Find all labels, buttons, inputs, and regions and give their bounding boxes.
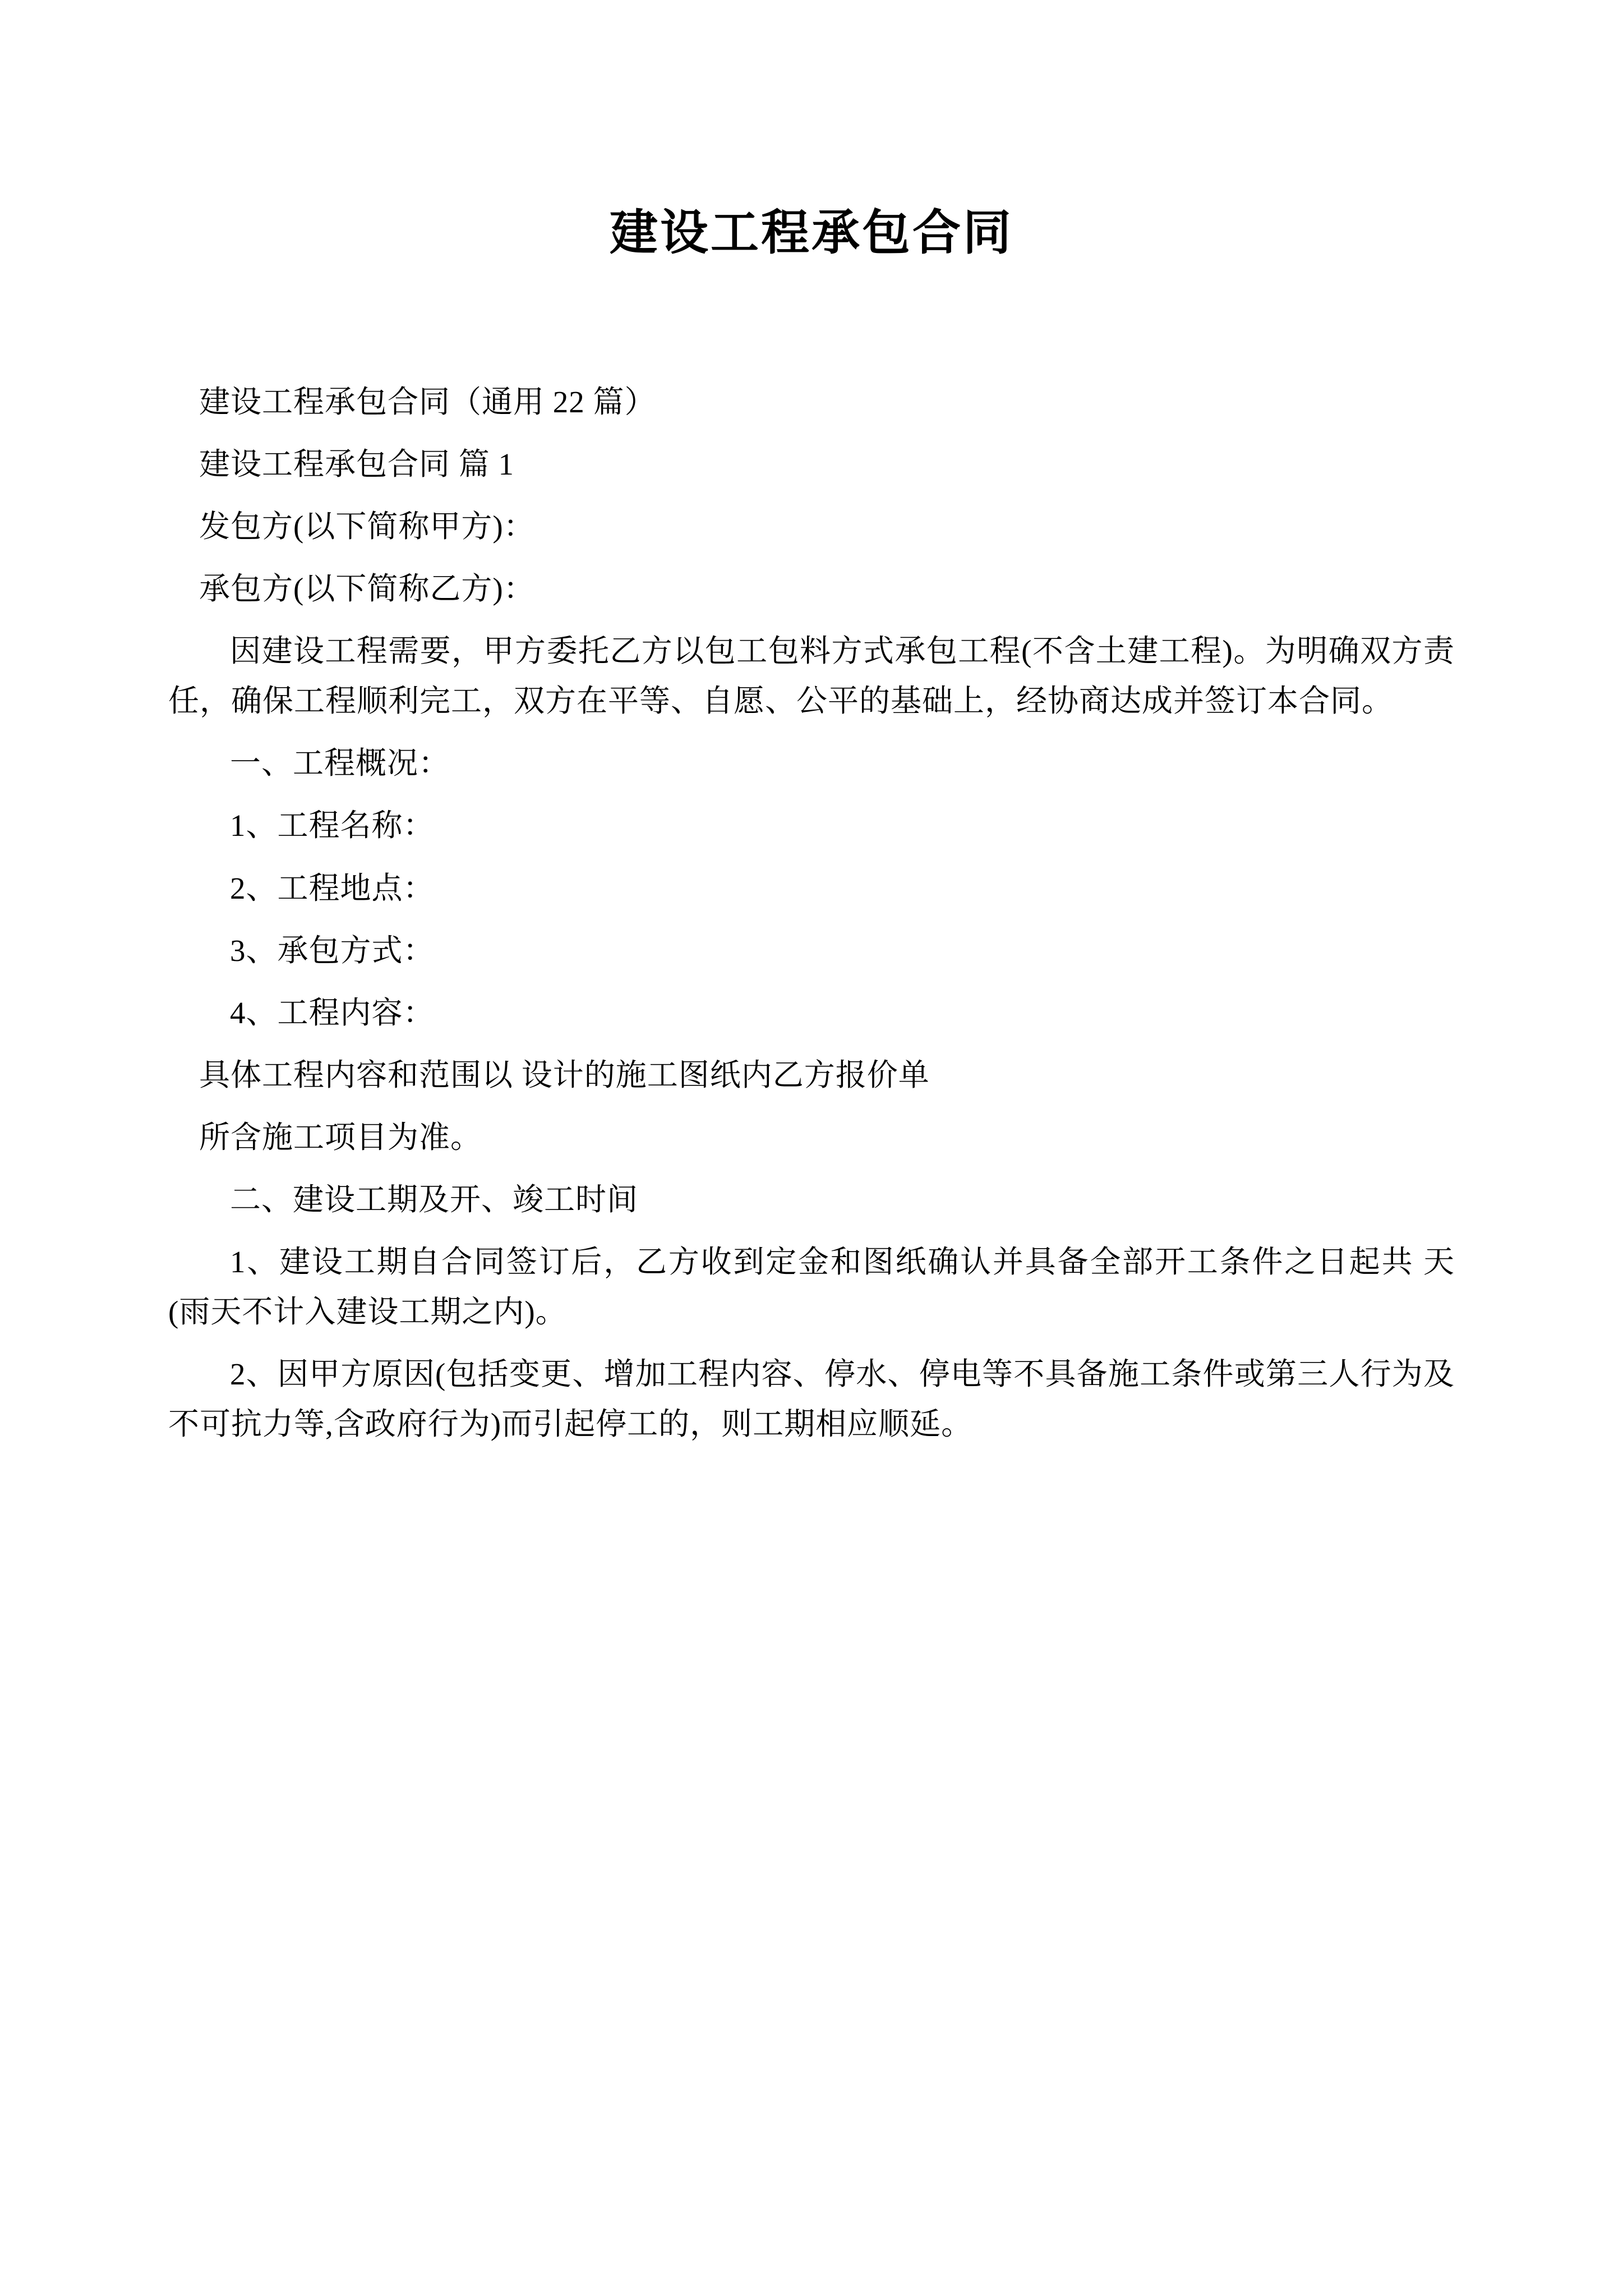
text-line: 建设工程承包合同 篇 1 bbox=[199, 447, 515, 481]
page-title: 建设工程承包合同 bbox=[610, 205, 1013, 261]
text-line: 具体工程内容和范围以 设计的施工图纸内乙方报价单 bbox=[199, 1057, 930, 1092]
document-body bbox=[168, 377, 1455, 1450]
text-line: 2、工程地点： bbox=[230, 871, 435, 905]
text-line: 3、承包方式： bbox=[230, 933, 435, 968]
text-line: 一、工程概况： bbox=[230, 746, 450, 781]
text-paragraph: 2、因甲方原因(包括变更、增加工程内容、停水、停电等不具备施工条件或第三人行为及不可抗力等,含政府行为)而引起停工的，则工期相应顺延。 bbox=[168, 1357, 1455, 1442]
text-line: 发包方(以下简称甲方)： bbox=[199, 509, 535, 544]
text-line: 4、工程内容： bbox=[230, 995, 435, 1030]
text-line: 建设工程承包合同（通用 22 篇） bbox=[199, 384, 656, 419]
text-line: 二、建设工期及开、竣工时间 bbox=[230, 1182, 639, 1217]
text-line: 1、工程名称： bbox=[230, 808, 435, 843]
text-line: 承包方(以下简称乙方)： bbox=[199, 572, 535, 606]
text-paragraph: 因建设工程需要，甲方委托乙方以包工包料方式承包工程(不含土建工程)。为明确双方责任，确保工程顺利完工，双方在平等、自愿、公平的基础上，经协商达成并签订本合同。 bbox=[168, 634, 1455, 719]
text-line: 所含施工项目为准。 bbox=[199, 1120, 482, 1154]
text-paragraph: 1、建设工期自合同签订后，乙方收到定金和图纸确认并具备全部开工条件之日起共 天(雨天不计入建设工期之内)。 bbox=[168, 1245, 1455, 1329]
